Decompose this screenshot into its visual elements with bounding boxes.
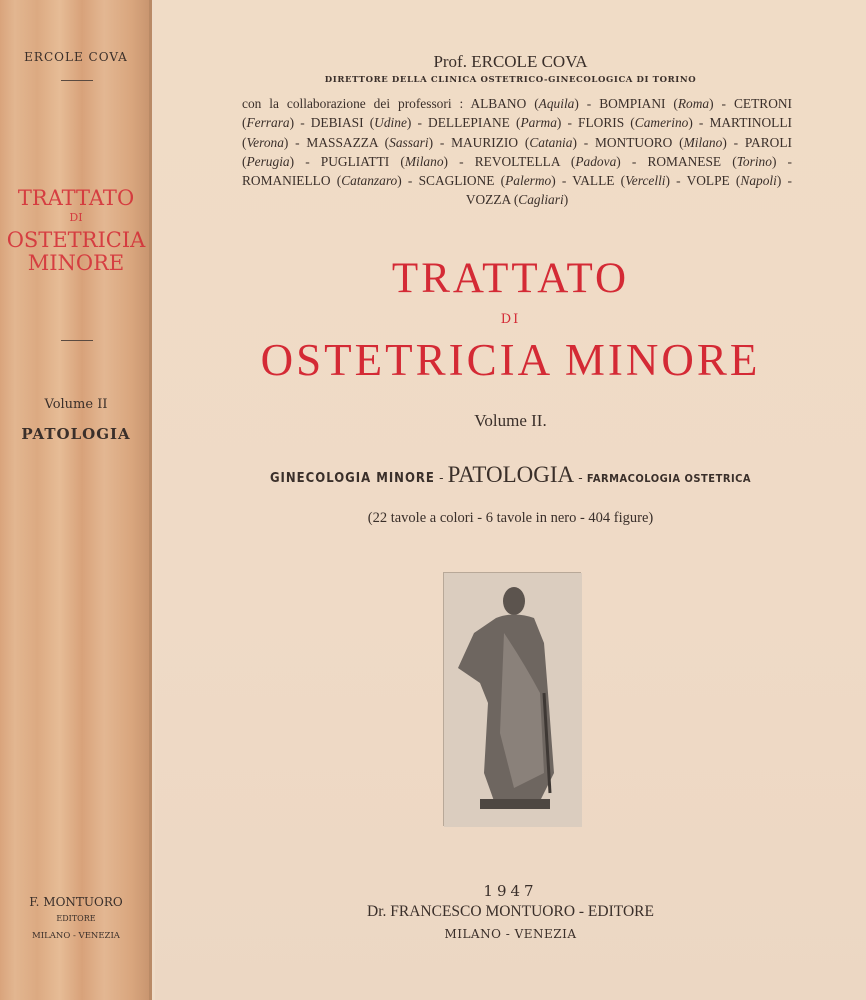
separator: -	[439, 471, 444, 486]
collaborator-city: Aquila	[538, 96, 575, 111]
collaborator-city: Torino	[736, 153, 772, 169]
book-cover	[155, 0, 866, 1000]
collaborator-city: Parma	[520, 115, 557, 131]
title-2: OSTETRICIA MINORE	[260, 335, 761, 385]
collaborator-name: MAURIZIO	[451, 134, 519, 150]
spine-title-1: TRATTATO	[17, 186, 135, 210]
collaborator-city: Camerino	[634, 115, 689, 131]
collaborator-city: Udine	[374, 115, 407, 131]
collaborator-city: Catania	[529, 134, 573, 150]
collaborator-name: ROMANIELLO	[242, 173, 331, 189]
collaborator-name: DELLEPIANE	[428, 115, 510, 131]
collaborator-name: PAROLI	[744, 134, 792, 150]
collaborators-list: con la collaborazione dei professori : ALBANO (Aquila) - BOMPIANI (Roma) - CETRONI (Ferrara) - DEBIASI (Udine) - DELLEPIANE (Parma) - FLORIS (Camerino) - MARTINOLLI (Verona) - MASSAZZA (Sassari) - MAURIZIO (Catania) - MONTUORO (Milano) - PAROLI (Perugia) - PUGLIATTI (Milano) - REVOLTELLA (Padova) - ROMANESE (Torino) - ROMANIELLO (Catanzaro) - SCAGLIONE (Palermo) - VALLE (Vercelli) - VOLPE (Napoli) - VOZZA (Cagliari)	[242, 96, 792, 208]
collaborator-name: VOZZA	[465, 192, 511, 208]
spine-subject: PATOLOGIA	[21, 425, 131, 443]
collaborator-city: Palermo	[505, 173, 552, 189]
collaborator-name: ALBANO	[470, 96, 527, 111]
collaborator-name: PUGLIATTI	[320, 153, 390, 169]
spine-publisher-role: EDITORE	[56, 914, 96, 923]
collaborator-name: VALLE	[572, 173, 615, 189]
spine-divider	[61, 80, 93, 81]
collaborator-name: MONTUORO	[594, 134, 673, 150]
spine-title-2: DI	[69, 211, 83, 224]
collaborator-city: Roma	[677, 96, 710, 111]
publisher-cities: MILANO - VENEZIA	[444, 927, 577, 941]
spine-title-3: OSTETRICIA	[6, 228, 146, 252]
collaborator-name: REVOLTELLA	[474, 153, 560, 169]
collaborator-name: MARTINOLLI	[709, 115, 792, 131]
collaborator-city: Milano	[683, 134, 723, 150]
collaborator-name: DEBIASI	[310, 115, 364, 131]
title-di: DI	[500, 312, 521, 327]
statue-figure-icon	[444, 573, 582, 827]
collaborator-city: Padova	[575, 153, 617, 169]
spine-cities: MILANO - VENEZIA	[32, 931, 120, 941]
spine-publisher: F. MONTUORO	[29, 895, 123, 909]
book-spine	[0, 0, 152, 1000]
statue-engraving	[443, 572, 581, 826]
collaborator-city: Sassari	[389, 134, 429, 150]
separator: -	[578, 471, 583, 486]
subtitle-left: GINECOLOGIA MINORE	[269, 471, 435, 486]
collaborator-city: Verona	[246, 134, 284, 150]
collaborator-city: Vercelli	[625, 173, 666, 189]
collaborator-name: FLORIS	[578, 115, 625, 131]
subtitle-main: PATOLOGIA	[447, 462, 575, 487]
year: 1947	[483, 882, 538, 900]
spine-volume: Volume II	[44, 397, 108, 412]
collaborator-name: ROMANESE	[647, 153, 722, 169]
volume: Volume II.	[474, 411, 547, 430]
collaborator-name: BOMPIANI	[599, 96, 666, 111]
title: TRATTATO	[391, 255, 630, 302]
collaborator-city: Napoli	[740, 173, 777, 189]
illustrations-note: (22 tavole a colori - 6 tavole in nero - 404 figure)	[367, 510, 654, 526]
subtitle	[155, 462, 866, 488]
collab-intro: con la collaborazione dei professori :	[242, 96, 464, 111]
collaborator-city: Ferrara	[246, 115, 290, 131]
spine-title-4: MINORE	[27, 251, 125, 275]
spine-divider	[61, 340, 93, 341]
collaborator-name: MASSAZZA	[306, 134, 378, 150]
cover-author: Prof. ERCOLE COVA	[433, 52, 588, 71]
subtitle-right: FARMACOLOGIA OSTETRICA	[586, 472, 752, 485]
spine-author: ERCOLE COVA	[24, 50, 128, 64]
collaborator-name: CETRONI	[733, 96, 792, 111]
collaborator-name: SCAGLIONE	[418, 173, 495, 189]
collaborator-city: Milano	[404, 153, 444, 169]
collaborator-city: Catanzaro	[341, 173, 398, 189]
collaborator-city: Cagliari	[518, 192, 564, 208]
author-role: DIRETTORE DELLA CLINICA OSTETRICO-GINECOLOGICA DI TORINO	[324, 75, 697, 85]
collaborator-name: VOLPE	[686, 173, 730, 189]
collaborator-city: Perugia	[246, 153, 290, 169]
publisher: Dr. FRANCESCO MONTUORO - EDITORE	[367, 903, 654, 920]
